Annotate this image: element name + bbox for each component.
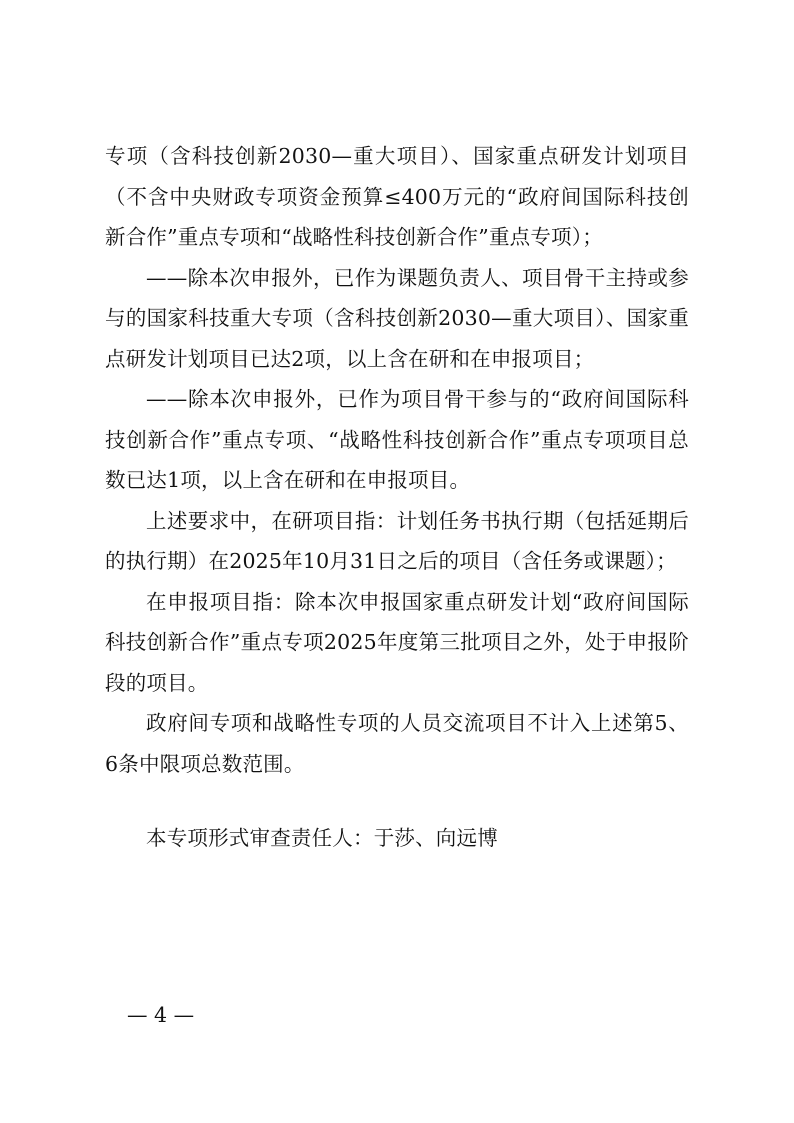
paragraph-definition-in-progress: 上述要求中，在研项目指：计划任务书执行期（包括延期后的执行期）在2025年10月31日之后的项目（含任务或课题）； — [105, 508, 689, 573]
paragraph-restriction-2: ——除本次申报外，已作为项目骨干参与的“政府间国际科技创新合作”重点专项、“战略性科技创新合作”重点专项项目总数已达1项，以上含在研和在申报项目。 — [105, 387, 689, 492]
paragraph-definition-in-application: 在申报项目指：除本次申报国家重点研发计划“政府间国际科技创新合作”重点专项2025年度第三批项目之外，处于申报阶段的项目。 — [105, 589, 689, 695]
paragraph-continued: 专项（含科技创新2030—重大项目）、国家重点研发计划项目（不含中央财政专项资金预算≤400万元的“政府间国际科技创新合作”重点专项和“战略性科技创新合作”重点专项）； — [105, 144, 689, 249]
page-number: — 4 — — [127, 1003, 195, 1027]
spacer — [105, 784, 689, 818]
document-body — [105, 136, 689, 859]
paragraph-restriction-1: ——除本次申报外，已作为课题负责人、项目骨干主持或参与的国家科技重大专项（含科技创新2030—重大项目）、国家重点研发计划项目已达2项，以上含在研和在申报项目； — [105, 265, 689, 371]
reviewers-line: 本专项形式审查责任人：于莎、向远博 — [146, 826, 498, 850]
paragraph-exclusion-note: 政府间专项和战略性专项的人员交流项目不计入上述第5、6条中限项总数范围。 — [105, 711, 689, 776]
